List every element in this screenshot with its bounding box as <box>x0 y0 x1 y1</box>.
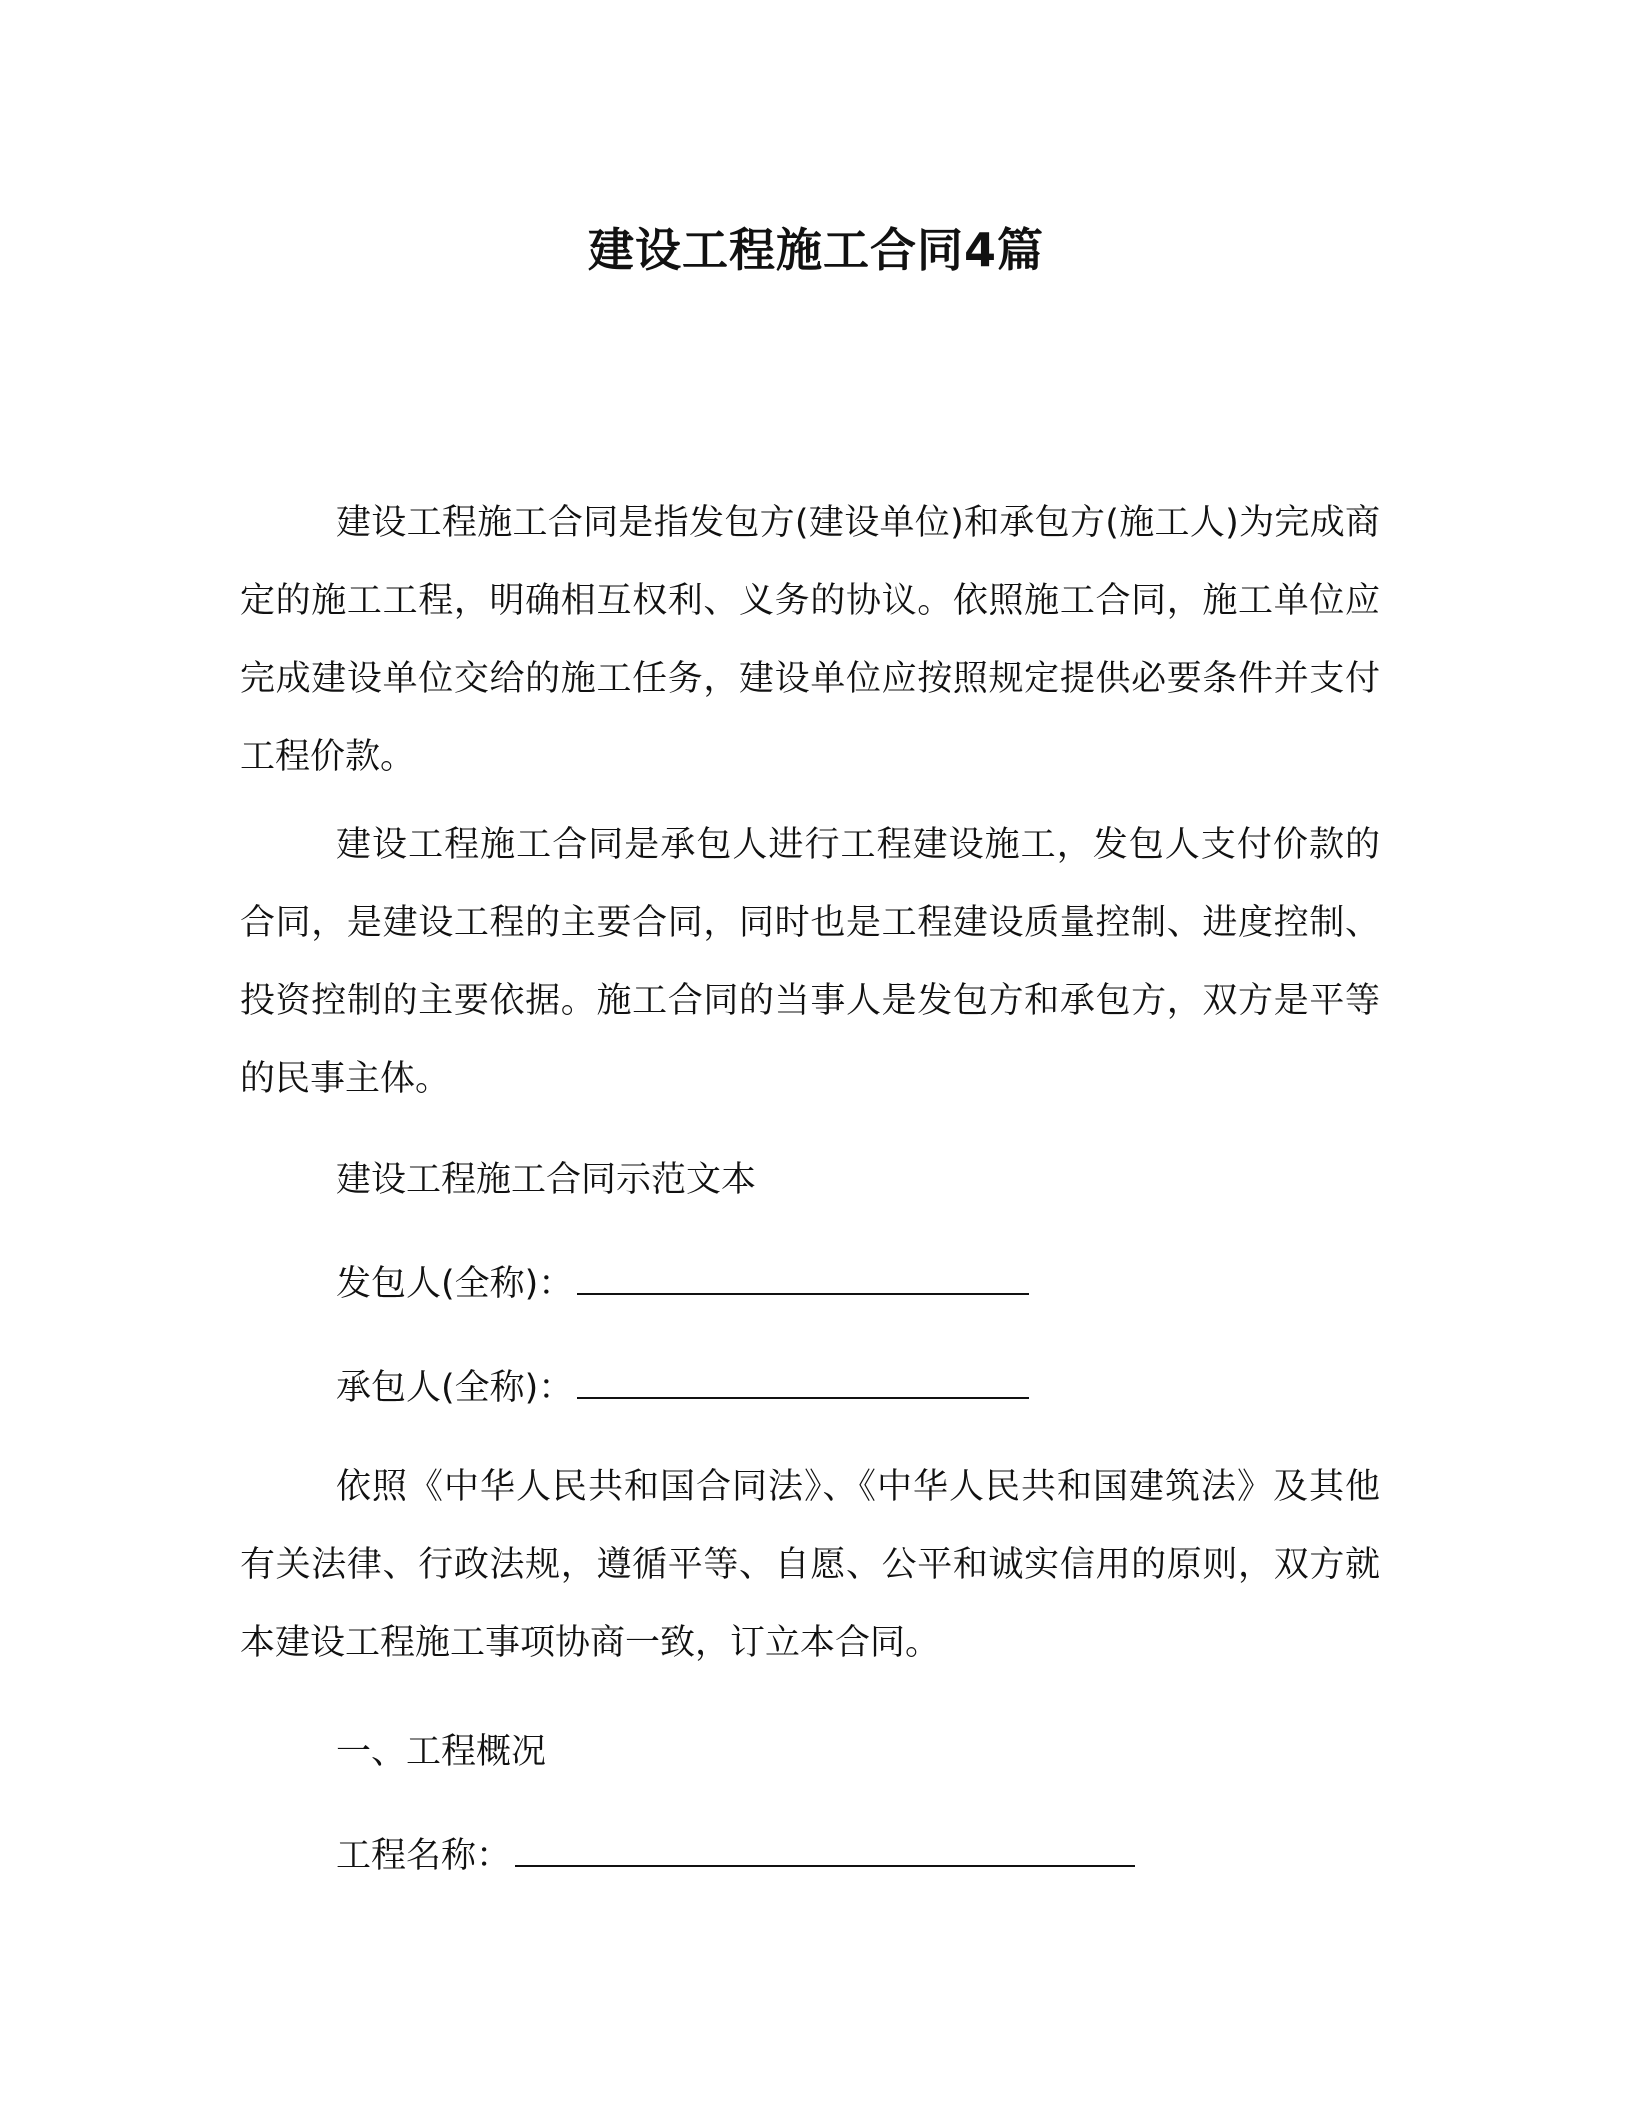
contractor-field <box>336 1356 1029 1420</box>
sample-text-heading: 建设工程施工合同示范文本 <box>336 1160 757 1200</box>
section-one-heading: 一、工程概况 <box>336 1732 547 1772</box>
employer-field <box>336 1252 1029 1316</box>
intro-paragraph-1: 建设工程施工合同是指发包方(建设单位)和承包方(施工人)为完成商定的施工工程，明确相互权利、义务的协议。依照施工合同，施工单位应完成建设单位交给的施工任务，建设单位应按照规定提供必要条件并支付工程价款。 <box>240 503 1380 777</box>
project-name-field <box>336 1824 1135 1888</box>
employer-label: 发包人(全称)： <box>336 1264 574 1304</box>
project-name-blank <box>515 1831 1135 1867</box>
contractor-blank <box>577 1363 1029 1399</box>
contractor-label: 承包人(全称)： <box>336 1368 574 1408</box>
legal-basis-paragraph: 依照《中华人民共和国合同法》、《中华人民共和国建筑法》及其他有关法律、行政法规，遵循平等、自愿、公平和诚实信用的原则，双方就本建设工程施工事项协商一致，订立本合同。 <box>240 1467 1380 1663</box>
employer-blank <box>577 1259 1029 1295</box>
project-name-label: 工程名称： <box>336 1836 512 1876</box>
document-title: 建设工程施工合同4篇 <box>587 223 1044 277</box>
intro-paragraph-2: 建设工程施工合同是承包人进行工程建设施工，发包人支付价款的合同，是建设工程的主要合同，同时也是工程建设质量控制、进度控制、投资控制的主要依据。施工合同的当事人是发包方和承包方，双方是平等的民事主体。 <box>240 825 1380 1099</box>
